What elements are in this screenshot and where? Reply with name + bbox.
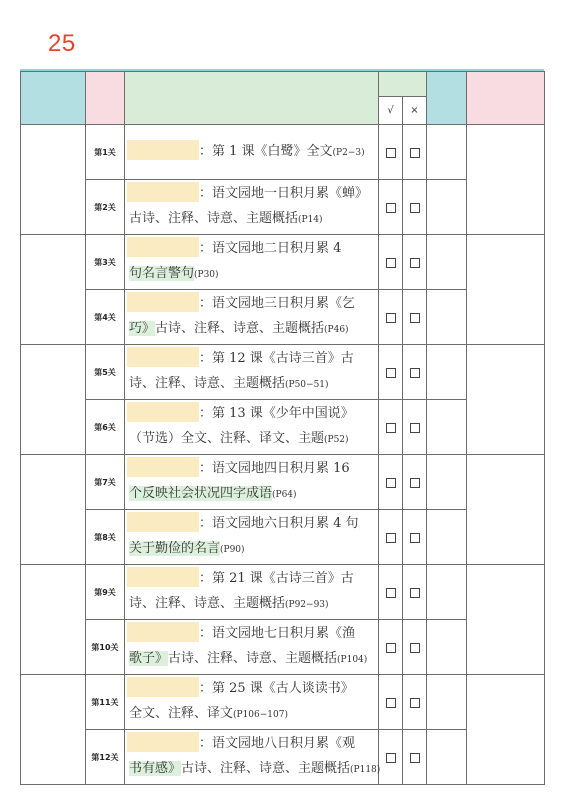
table-row	[21, 675, 545, 730]
checkbox-icon[interactable]	[410, 423, 420, 433]
stage-label: 第4关	[86, 290, 125, 345]
header-cell-date	[21, 72, 86, 125]
task-line-1: ：语文园地六日积月累 4 句	[199, 516, 359, 531]
task-line-2: （节选）全文、注释、译文、主题	[129, 431, 325, 446]
checklist-table	[20, 71, 545, 785]
signature-cell[interactable]	[467, 565, 545, 675]
checkbox-icon[interactable]	[410, 478, 420, 488]
checkbox-icon[interactable]	[386, 258, 396, 268]
cross-cell[interactable]	[403, 730, 427, 785]
header-row	[21, 72, 545, 97]
checkbox-icon[interactable]	[386, 478, 396, 488]
task-line-1: ：第 12 课《古诗三首》古	[199, 351, 354, 366]
check-cell[interactable]	[379, 180, 403, 235]
task-line-2-highlight: 个反映社会状况四字成语	[129, 486, 273, 501]
task-line-1: ：第 21 课《古诗三首》古	[199, 571, 354, 586]
checkbox-icon[interactable]	[410, 698, 420, 708]
task-line-2: 全文、注释、译文	[129, 706, 234, 721]
task-line-2: 古诗、注释、诗意、主题概括	[155, 321, 325, 336]
cross-cell[interactable]	[403, 565, 427, 620]
task-line-2: 古诗、注释、诗意、主题概括	[181, 761, 351, 776]
signature-cell[interactable]	[467, 345, 545, 455]
fill-in-blank[interactable]	[127, 732, 199, 752]
task-line-1: ：语文园地一日积月累《蝉》	[199, 186, 369, 201]
task-cell	[125, 565, 379, 620]
task-line-1: ：第 25 课《古人谈读书》	[199, 681, 354, 696]
check-cell[interactable]	[379, 125, 403, 180]
table-row	[21, 180, 545, 235]
checkbox-icon[interactable]	[410, 368, 420, 378]
date-cell[interactable]	[21, 235, 86, 345]
fill-in-blank[interactable]	[127, 182, 199, 202]
checkbox-icon[interactable]	[410, 148, 420, 158]
fill-in-blank[interactable]	[127, 140, 199, 160]
stage-label: 第9关	[86, 565, 125, 620]
task-line-1: ：语文园地八日积月累《观	[199, 736, 356, 751]
checkbox-icon[interactable]	[410, 313, 420, 323]
task-line-1: ：语文园地二日积月累 4	[199, 241, 342, 256]
checkbox-icon[interactable]	[386, 643, 396, 653]
signature-cell[interactable]	[467, 455, 545, 565]
checkbox-icon[interactable]	[386, 313, 396, 323]
page-ref: (P14)	[298, 215, 323, 225]
score-cell[interactable]	[427, 675, 467, 730]
check-cell[interactable]	[379, 400, 403, 455]
fill-in-blank[interactable]	[127, 457, 199, 477]
task-line-1: ：语文园地四日积月累 16	[199, 461, 350, 476]
fill-in-blank[interactable]	[127, 677, 199, 697]
page-number: 25	[48, 30, 76, 57]
score-cell[interactable]	[427, 345, 467, 400]
check-mark-header: √	[379, 97, 403, 125]
checkbox-icon[interactable]	[386, 533, 396, 543]
stage-label: 第7关	[86, 455, 125, 510]
page-ref: (P64)	[272, 490, 297, 500]
stage-label: 第2关	[86, 180, 125, 235]
score-cell[interactable]	[427, 290, 467, 345]
checkbox-icon[interactable]	[410, 258, 420, 268]
date-cell[interactable]	[21, 345, 86, 455]
score-cell[interactable]	[427, 455, 467, 510]
stage-label: 第8关	[86, 510, 125, 565]
checkbox-icon[interactable]	[386, 148, 396, 158]
task-line-2: 诗、注释、诗意、主题概括	[129, 596, 286, 611]
task-cell	[125, 455, 379, 510]
table-row	[21, 510, 545, 565]
date-cell[interactable]	[21, 455, 86, 565]
table-row	[21, 125, 545, 180]
task-cell	[125, 345, 379, 400]
task-line-2-highlight: 书有感》	[129, 761, 182, 776]
cross-cell[interactable]	[403, 455, 427, 510]
task-line-1: ：第 1 课《白鹭》全文	[199, 143, 333, 159]
score-cell[interactable]	[427, 125, 467, 180]
page-ref: (P30)	[194, 270, 219, 280]
check-cell[interactable]	[379, 290, 403, 345]
task-cell	[125, 290, 379, 345]
cross-cell[interactable]	[403, 675, 427, 730]
check-cell[interactable]	[379, 345, 403, 400]
cross-cell[interactable]	[403, 125, 427, 180]
task-line-2: 古诗、注释、诗意、主题概括	[129, 211, 299, 226]
fill-in-blank[interactable]	[127, 512, 199, 532]
header-cell-signature	[467, 72, 545, 125]
task-cell	[125, 125, 379, 180]
checkbox-icon[interactable]	[410, 203, 420, 213]
score-cell[interactable]	[427, 510, 467, 565]
checkbox-icon[interactable]	[410, 643, 420, 653]
score-cell[interactable]	[427, 400, 467, 455]
task-cell	[125, 620, 379, 675]
check-cell[interactable]	[379, 620, 403, 675]
check-cell[interactable]	[379, 510, 403, 565]
stage-label: 第12关	[86, 730, 125, 785]
page-ref: (P50−51)	[285, 380, 329, 390]
checkbox-icon[interactable]	[410, 533, 420, 543]
signature-cell[interactable]	[467, 235, 545, 345]
checkbox-icon[interactable]	[386, 423, 396, 433]
date-cell[interactable]	[21, 125, 86, 235]
task-line-2-highlight: 关于勤俭的名言	[129, 541, 221, 556]
checkbox-icon[interactable]	[386, 203, 396, 213]
page-ref: (P92−93)	[285, 600, 329, 610]
check-cell[interactable]	[379, 565, 403, 620]
signature-cell[interactable]	[467, 675, 545, 785]
cross-cell[interactable]	[403, 510, 427, 565]
stage-label: 第6关	[86, 400, 125, 455]
check-cell[interactable]	[379, 235, 403, 290]
check-cell[interactable]	[379, 730, 403, 785]
header-cell-task	[125, 72, 379, 125]
date-cell[interactable]	[21, 565, 86, 675]
page-ref: (P46)	[324, 325, 349, 335]
task-cell	[125, 400, 379, 455]
table-row	[21, 455, 545, 510]
page-ref: (P118)	[350, 765, 381, 775]
page-ref: (P52)	[324, 435, 349, 445]
checkbox-icon[interactable]	[410, 753, 420, 763]
checkbox-icon[interactable]	[386, 753, 396, 763]
stage-label: 第3关	[86, 235, 125, 290]
task-line-1: ：语文园地三日积月累《乞	[199, 296, 356, 311]
signature-cell[interactable]	[467, 125, 545, 235]
task-line-2-highlight: 句名言警句	[129, 266, 195, 281]
fill-in-blank[interactable]	[127, 402, 199, 422]
fill-in-blank[interactable]	[127, 237, 199, 257]
cross-cell[interactable]	[403, 620, 427, 675]
page-ref: (P90)	[220, 545, 245, 555]
score-cell[interactable]	[427, 180, 467, 235]
score-cell[interactable]	[427, 730, 467, 785]
task-cell	[125, 730, 379, 785]
fill-in-blank[interactable]	[127, 622, 199, 642]
task-cell	[125, 675, 379, 730]
table-row	[21, 235, 545, 290]
table-row	[21, 345, 545, 400]
cross-cell[interactable]	[403, 235, 427, 290]
stage-label: 第10关	[86, 620, 125, 675]
checkbox-icon[interactable]	[386, 588, 396, 598]
header-cell-stage	[86, 72, 125, 125]
checkbox-icon[interactable]	[386, 698, 396, 708]
table-row	[21, 620, 545, 675]
checkbox-icon[interactable]	[410, 588, 420, 598]
header-cell-score	[427, 72, 467, 125]
cross-cell[interactable]	[403, 345, 427, 400]
task-line-2: 诗、注释、诗意、主题概括	[129, 376, 286, 391]
cross-mark-header: ×	[403, 97, 427, 125]
task-line-1: ：第 13 课《少年中国说》	[199, 406, 354, 421]
task-line-2-highlight: 巧》	[129, 321, 156, 336]
task-line-2: 古诗、注释、诗意、主题概括	[168, 651, 338, 666]
cross-cell[interactable]	[403, 290, 427, 345]
fill-in-blank[interactable]	[127, 567, 199, 587]
page-ref: (P106−107)	[233, 710, 288, 720]
date-cell[interactable]	[21, 675, 86, 785]
task-line-2-highlight: 歌子》	[129, 651, 169, 666]
table-row	[21, 290, 545, 345]
fill-in-blank[interactable]	[127, 347, 199, 367]
header-cell-result	[379, 72, 427, 97]
cross-cell[interactable]	[403, 400, 427, 455]
table-row	[21, 730, 545, 785]
check-cell[interactable]	[379, 455, 403, 510]
page-ref: (P104)	[337, 655, 368, 665]
stage-label: 第5关	[86, 345, 125, 400]
check-cell[interactable]	[379, 675, 403, 730]
fill-in-blank[interactable]	[127, 292, 199, 312]
task-cell	[125, 180, 379, 235]
score-cell[interactable]	[427, 565, 467, 620]
page-ref: (P2−3)	[332, 147, 365, 158]
score-cell[interactable]	[427, 235, 467, 290]
task-line-1: ：语文园地七日积月累《渔	[199, 626, 356, 641]
cross-cell[interactable]	[403, 180, 427, 235]
table-row	[21, 565, 545, 620]
task-cell	[125, 510, 379, 565]
stage-label: 第1关	[86, 125, 125, 180]
task-cell	[125, 235, 379, 290]
score-cell[interactable]	[427, 620, 467, 675]
checkbox-icon[interactable]	[386, 368, 396, 378]
table-row	[21, 400, 545, 455]
stage-label: 第11关	[86, 675, 125, 730]
